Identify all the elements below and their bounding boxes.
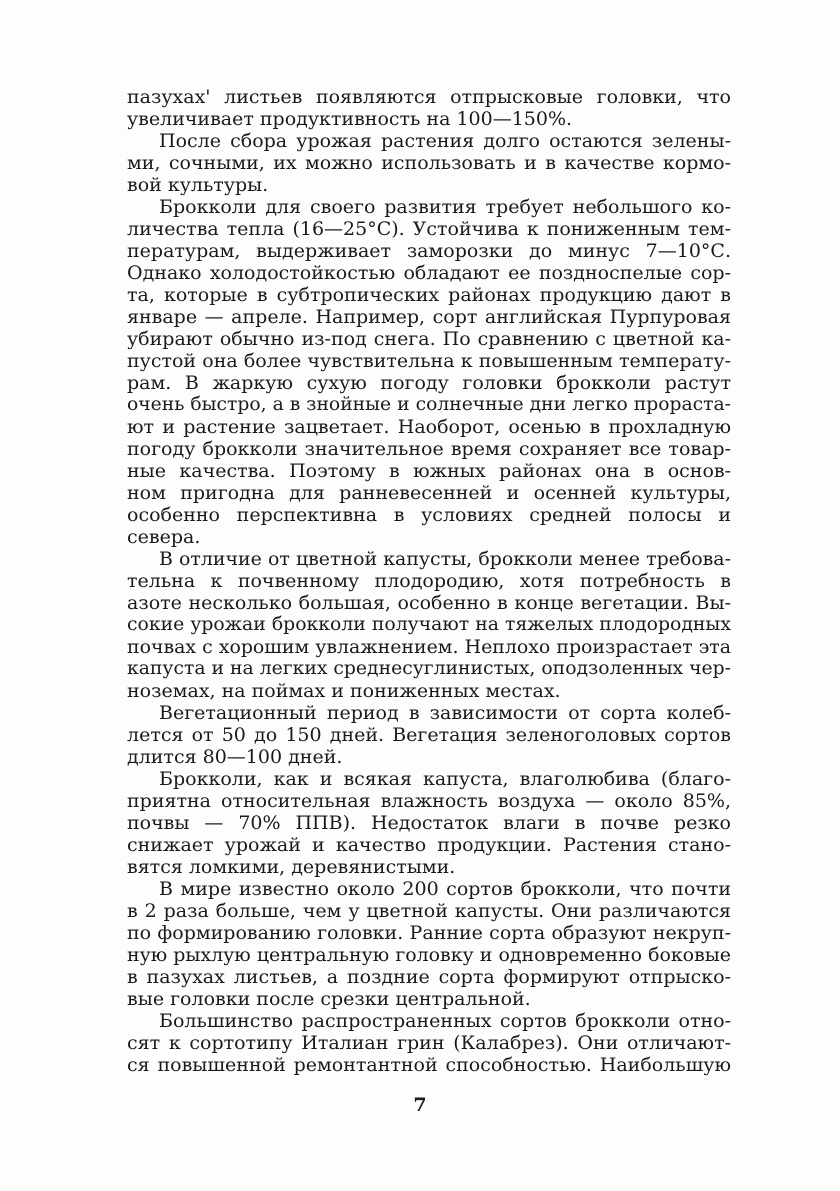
- text-line: сокие урожаи брокколи получают на тяжелых плодородных: [127, 614, 731, 635]
- text-line: пературам, выдерживает заморозки до минус 7—10°С.: [127, 240, 731, 262]
- text-line: ную рыхлую центральную головку и одновременно боковые: [127, 944, 731, 966]
- text-line: особенно перспективна в условиях средней полосы и: [127, 504, 731, 526]
- paragraph: [127, 130, 731, 196]
- text-line: Большинство распространенных сортов брокколи отно-: [159, 1010, 731, 1032]
- text-line: Брокколи, как и всякая капуста, влаголюбива (благо-: [159, 768, 731, 790]
- text-line: приятна относительная влажность воздуха — около 85%,: [127, 790, 731, 812]
- text-line: ся повышенной ремонтантной способностью. Наибольшую: [127, 1054, 731, 1076]
- text-line: Вегетационный период в зависимости от сорта колеб-: [159, 702, 731, 724]
- page-number: 7: [413, 1094, 427, 1116]
- paragraph: [127, 1010, 731, 1076]
- text-line: Брокколи для своего развития требует небольшого ко-: [159, 196, 731, 218]
- paragraph: [127, 702, 731, 768]
- text-line: азоте несколько большая, особенно в конце вегетации. Вы-: [127, 592, 731, 614]
- text-line: ные качества. Поэтому в южных районах она в основ-: [127, 460, 731, 482]
- text-line: вые головки после срезки центральной.: [127, 988, 531, 1010]
- text-line: ми, сочными, их можно использовать и в качестве кормо-: [127, 152, 731, 174]
- text-line: севера.: [127, 526, 201, 548]
- body-text: [127, 86, 731, 1076]
- text-line: ноземах, на поймах и пониженных местах.: [127, 680, 561, 702]
- text-line: по формированию головки. Ранние сорта образуют некруп-: [127, 922, 731, 944]
- text-line: лется от 50 до 150 дней. Вегетация зеленоголовых сортов: [127, 724, 731, 746]
- text-line: погоду брокколи значительное время сохраняет все товар-: [127, 438, 731, 460]
- text-line: тельна к почвенному плодородию, хотя потребность в: [127, 570, 731, 592]
- text-line: увеличивает продуктивность на 100—150%.: [127, 108, 573, 130]
- text-line: После сбора урожая растения долго остаются зелены-: [159, 130, 731, 152]
- text-line: та, которые в субтропических районах продукцию дают в: [127, 284, 731, 306]
- paragraph: [127, 86, 731, 130]
- paragraph: [127, 878, 731, 1010]
- text-line: ном пригодна для ранневесенней и осенней культуры,: [127, 482, 731, 504]
- text-line: В мире известно около 200 сортов брокколи, что почти: [159, 878, 731, 900]
- text-line: вой культуры.: [127, 174, 269, 196]
- text-line: в пазухах листьев, а поздние сорта формируют отпрыско-: [127, 966, 731, 988]
- text-line: пазухах' листьев появляются отпрысковые головки, что: [127, 86, 731, 108]
- text-line: длится 80—100 дней.: [127, 746, 343, 768]
- text-line: январе — апреле. Например, сорт английская Пурпуровая: [127, 306, 731, 328]
- text-line: капуста и на легких среднесуглинистых, оподзоленных чер-: [127, 658, 731, 679]
- text-line: В отличие от цветной капусты, брокколи менее требова-: [159, 548, 731, 570]
- text-line: личества тепла (16—25°С). Устойчива к пониженным тем-: [127, 218, 731, 240]
- paragraph: [127, 548, 731, 702]
- text-line: в 2 раза больше, чем у цветной капусты. Они различаются: [127, 900, 731, 922]
- text-line: рам. В жаркую сухую погоду головки брокколи растут: [127, 372, 731, 394]
- text-line: вятся ломкими, деревянистыми.: [127, 856, 456, 878]
- text-line: почвах с хорошим увлажнением. Неплохо произрастает эта: [127, 636, 731, 658]
- text-line: сят к сортотипу Италиан грин (Калабрез). Они отличают-: [127, 1032, 731, 1054]
- text-line: очень быстро, а в знойные и солнечные дни легко прораста-: [127, 394, 731, 415]
- text-line: пустой она более чувствительна к повышенным температу-: [127, 350, 731, 372]
- paragraph: [127, 196, 731, 548]
- text-line: почвы — 70% ППВ). Недостаток влаги в почве резко: [127, 812, 731, 834]
- text-line: снижает урожай и качество продукции. Растения стано-: [127, 834, 731, 856]
- text-line: Однако холодостойкостью обладают ее поздноспелые сор-: [127, 262, 731, 284]
- text-line: убирают обычно из-под снега. По сравнению с цветной ка-: [127, 328, 731, 350]
- paragraph: [127, 768, 731, 878]
- text-line: ют и растение зацветает. Наоборот, осенью в прохладную: [127, 416, 731, 438]
